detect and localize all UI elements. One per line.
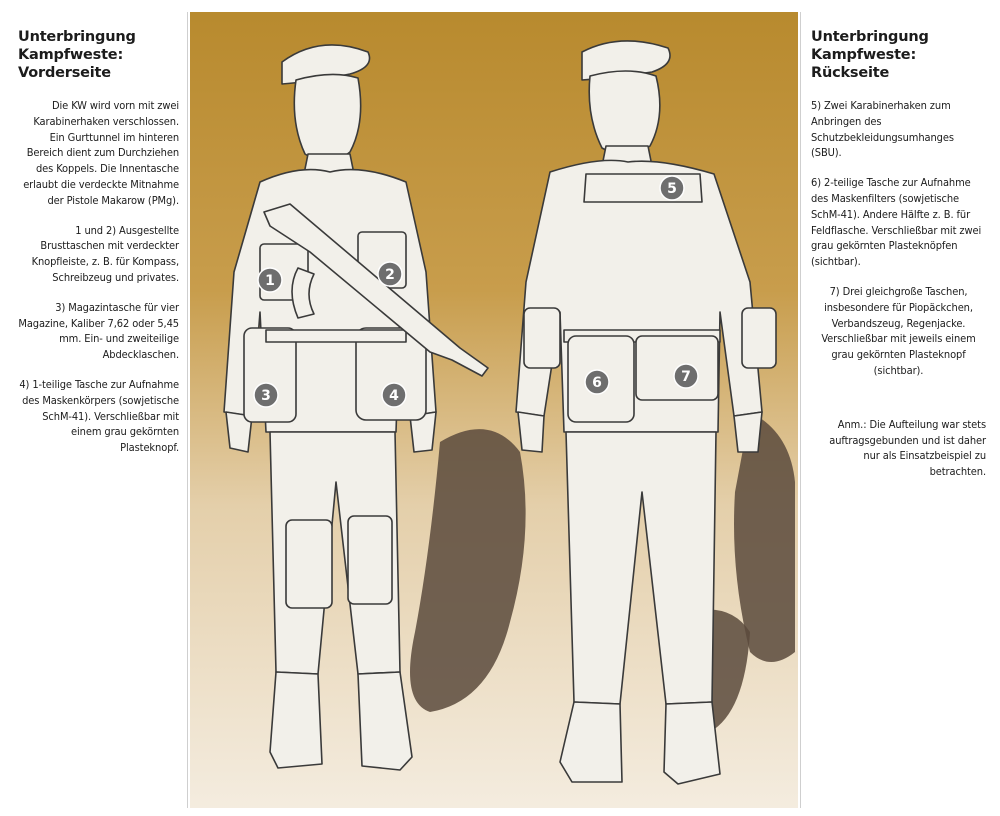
marker-1 xyxy=(258,268,282,292)
front-knee-pad-right xyxy=(348,516,392,604)
back-item-5-paragraph: 5) Zwei Karabinerhaken zum Anbringen des Schutzbekleidungsumhanges (SBU). xyxy=(811,99,954,160)
front-intro-paragraph: Die KW wird vorn mit zwei Karabinerhaken verschlossen. Ein Gurttunnel im hinteren Bereich dient zum Durchziehen des Koppels. Die Innentasche erlaubt die verdeckte Mitnahme der Pistole Makarow (PMg). xyxy=(23,99,179,207)
back-elbow-pad-right xyxy=(742,308,776,368)
marker-3-label: 3 xyxy=(261,388,271,404)
front-heading: Unterbringung Kampfweste: Vorderseite xyxy=(18,29,136,81)
back-item-6-paragraph: 6) 2-teilige Tasche zur Aufnahme des Maskenfilters (sowjetische SchM-41). Andere Hälfte z. B. für Feldflasche. Verschließbar mit zwei grau gekörnten Plasteknöpfen (sichtbar). xyxy=(811,176,982,269)
left-text-column xyxy=(8,12,188,808)
marker-4-label: 4 xyxy=(389,388,399,404)
front-item-4-paragraph: 4) 1-teilige Tasche zur Aufnahme des Maskenkörpers (sowjetische SchM-41). Verschließbar mit einem grau gekörnten Plasteknopf. xyxy=(19,377,179,455)
marker-1-label: 1 xyxy=(265,273,275,289)
marker-2 xyxy=(378,262,402,286)
uniform-illustration xyxy=(190,12,798,808)
marker-3 xyxy=(254,383,278,407)
marker-2-label: 2 xyxy=(385,267,395,283)
front-item-3-paragraph: 3) Magazintasche für vier Magazine, Kaliber 7,62 oder 5,45 mm. Ein- und zweiteilige Abdecklaschen. xyxy=(18,300,179,362)
back-right-hand xyxy=(734,412,762,452)
front-head xyxy=(294,74,360,161)
back-heading: Unterbringung Kampfweste: Rückseite xyxy=(811,29,929,81)
marker-7 xyxy=(674,364,698,388)
marker-4 xyxy=(382,383,406,407)
front-item-1-2-paragraph: 1 und 2) Ausgestellte Brusttaschen mit verdeckter Knopfleiste, z. B. für Kompass, Schreibzeug und privates. xyxy=(31,223,179,284)
marker-6-label: 6 xyxy=(592,375,602,391)
marker-5-label: 5 xyxy=(667,181,677,197)
back-elbow-pad-left xyxy=(524,308,560,368)
front-belt xyxy=(266,330,406,342)
front-left-boot xyxy=(270,672,322,768)
marker-6 xyxy=(585,370,609,394)
marker-5 xyxy=(660,176,684,200)
right-text-column xyxy=(800,12,992,808)
front-knee-pad-left xyxy=(286,520,332,608)
back-head xyxy=(589,71,660,155)
back-note-paragraph: Anm.: Die Aufteilung war stets auftragsgebunden und ist daher nur als Einsatzbeispiel zu betrachten. xyxy=(829,417,986,479)
back-item-7-paragraph: 7) Drei gleichgroße Taschen, insbesondere für Piopäckchen, Verbandszeug, Regenjacke. Verschließbar mit jeweils einem grau gekörnten Plasteknopf (sichtbar). xyxy=(821,284,976,377)
back-right-boot xyxy=(664,702,720,784)
back-left-hand xyxy=(518,412,544,452)
illustration-svg xyxy=(190,12,798,808)
marker-7-label: 7 xyxy=(681,369,691,385)
